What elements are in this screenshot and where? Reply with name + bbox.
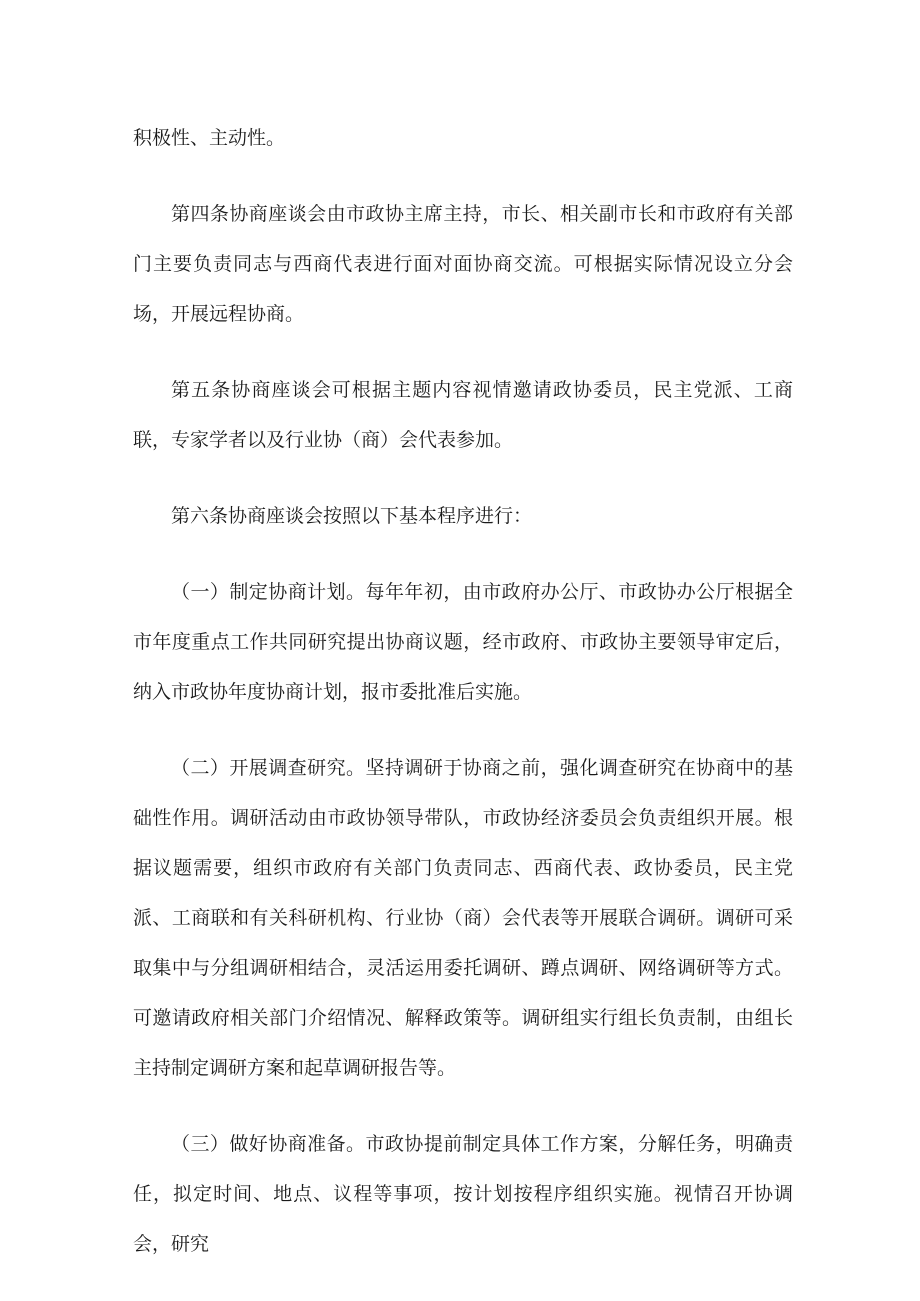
paragraph-article-6: 第六条协商座谈会按照以下基本程序进行： [171,505,533,527]
paragraph-item-2: （二）开展调查研究。坚持调研于协商之前，强化调查研究在协商中的基础性作用。调研活动由市政协领导带队，市政协经济委员会负责组织开展。根据议题需要，组织市政府有关部门负责同志、西商代表、政协委员，民主党派、工商联和有关科研机构、行业协（商）会代表等开展联合调研。调研可采取集中与分组调研相结合，灵活运用委托调研、蹲点调研、网络调研等方式。可邀请政府相关部门介绍情况、解释政策等。调研组实行组长负责制，由组长主持制定调研方案和起草调研报告等。 [133,757,793,1079]
paragraph-article-4: 第四条协商座谈会由市政协主席主持，市长、相关副市长和市政府有关部门主要负责同志与西商代表进行面对面协商交流。可根据实际情况设立分会场，开展远程协商。 [133,203,793,325]
paragraph-continuation: 积极性、主动性。 [133,127,286,149]
paragraph-item-1: （一）制定协商计划。每年年初，由市政府办公厅、市政协办公厅根据全市年度重点工作共同研究提出协商议题，经市政府、市政协主要领导审定后，纳入市政协年度协商计划，报市委批准后实施。 [133,581,793,703]
paragraph-article-5: 第五条协商座谈会可根据主题内容视情邀请政协委员，民主党派、工商联，专家学者以及行业协（商）会代表参加。 [133,379,793,451]
paragraph-item-3: （三）做好协商准备。市政协提前制定具体工作方案，分解任务，明确责任，拟定时间、地点、议程等事项，按计划按程序组织实施。视情召开协调会，研究 [133,1133,793,1255]
document-body [133,113,793,1295]
